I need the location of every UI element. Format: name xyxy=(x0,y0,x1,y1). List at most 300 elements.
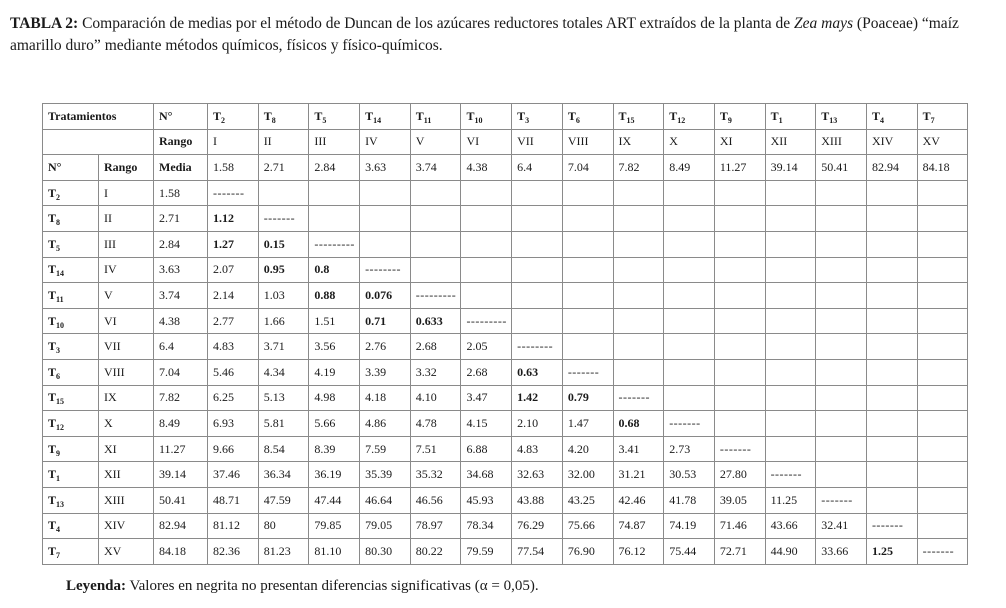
empty-cell xyxy=(360,231,411,257)
difference-cell: 4.98 xyxy=(309,385,360,411)
row-treatment xyxy=(43,206,99,232)
difference-cell: 41.78 xyxy=(664,487,715,513)
difference-cell: ------- xyxy=(866,513,917,539)
treatment-symbol: T xyxy=(48,339,57,354)
difference-cell: 0.71 xyxy=(360,308,411,334)
difference-cell: 46.64 xyxy=(360,487,411,513)
row-media: 8.49 xyxy=(154,411,208,437)
column-treatment xyxy=(562,104,613,130)
treatment-symbol: T xyxy=(669,108,678,123)
empty-cell xyxy=(917,487,968,513)
empty-cell xyxy=(461,257,512,283)
treatment-symbol: T xyxy=(719,108,728,123)
difference-cell: 4.20 xyxy=(562,436,613,462)
difference-cell: 0.68 xyxy=(613,411,664,437)
caption-species: Zea mays xyxy=(794,15,854,32)
empty-cell xyxy=(816,257,867,283)
difference-cell: 4.15 xyxy=(461,411,512,437)
empty-cell xyxy=(613,283,664,309)
header-row-rango xyxy=(43,129,968,155)
row-treatment xyxy=(43,180,99,206)
treatment-subscript: 13 xyxy=(829,115,838,125)
difference-cell: 6.25 xyxy=(208,385,259,411)
difference-cell: ------- xyxy=(816,487,867,513)
difference-cell: ------- xyxy=(258,206,309,232)
empty-cell xyxy=(866,180,917,206)
empty-cell xyxy=(360,180,411,206)
difference-cell: 42.46 xyxy=(613,487,664,513)
empty-cell xyxy=(664,359,715,385)
treatment-symbol: T xyxy=(618,108,627,123)
row-rango: II xyxy=(99,206,154,232)
difference-cell: 3.47 xyxy=(461,385,512,411)
empty-cell xyxy=(917,385,968,411)
empty-cell xyxy=(816,359,867,385)
empty-cell xyxy=(816,308,867,334)
empty-cell xyxy=(613,334,664,360)
column-treatment xyxy=(866,104,917,130)
header-blank xyxy=(43,129,154,155)
treatment-subscript: 1 xyxy=(778,115,783,125)
difference-cell: 4.10 xyxy=(410,385,461,411)
column-treatment xyxy=(664,104,715,130)
header-row-treatments xyxy=(43,104,968,130)
empty-cell xyxy=(765,206,816,232)
difference-cell: 7.51 xyxy=(410,436,461,462)
difference-cell: 1.42 xyxy=(512,385,563,411)
treatment-symbol: T xyxy=(821,108,830,123)
row-treatment xyxy=(43,283,99,309)
difference-cell: 1.66 xyxy=(258,308,309,334)
difference-cell: ------- xyxy=(917,539,968,565)
difference-cell: 37.46 xyxy=(208,462,259,488)
treatment-symbol: T xyxy=(922,108,931,123)
empty-cell xyxy=(714,283,765,309)
header-rango: Rango xyxy=(154,129,208,155)
column-media: 8.49 xyxy=(664,155,715,181)
column-rango: XI xyxy=(714,129,765,155)
empty-cell xyxy=(765,257,816,283)
empty-cell xyxy=(866,308,917,334)
difference-cell: 75.66 xyxy=(562,513,613,539)
difference-cell: 4.83 xyxy=(512,436,563,462)
difference-cell: 31.21 xyxy=(613,462,664,488)
empty-cell xyxy=(562,334,613,360)
treatment-symbol: T xyxy=(48,364,57,379)
column-treatment xyxy=(360,104,411,130)
row-treatment xyxy=(43,487,99,513)
difference-cell: 46.56 xyxy=(410,487,461,513)
empty-cell xyxy=(613,206,664,232)
difference-cell: 3.71 xyxy=(258,334,309,360)
empty-cell xyxy=(866,411,917,437)
header-no: N° xyxy=(154,104,208,130)
row-rango: VIII xyxy=(99,359,154,385)
column-rango: VIII xyxy=(562,129,613,155)
empty-cell xyxy=(765,283,816,309)
empty-cell xyxy=(461,206,512,232)
treatment-subscript: 5 xyxy=(322,115,327,125)
difference-cell: 76.12 xyxy=(613,539,664,565)
difference-cell: 4.18 xyxy=(360,385,411,411)
treatment-symbol: T xyxy=(770,108,779,123)
column-media: 7.82 xyxy=(613,155,664,181)
treatment-subscript: 4 xyxy=(879,115,884,125)
difference-cell: 75.44 xyxy=(664,539,715,565)
empty-cell xyxy=(410,180,461,206)
empty-cell xyxy=(512,257,563,283)
difference-cell: 11.25 xyxy=(765,487,816,513)
empty-cell xyxy=(917,411,968,437)
treatment-symbol: T xyxy=(415,108,424,123)
difference-cell: 80.30 xyxy=(360,539,411,565)
difference-cell: 76.90 xyxy=(562,539,613,565)
treatment-subscript: 10 xyxy=(474,115,483,125)
column-media: 3.63 xyxy=(360,155,411,181)
empty-cell xyxy=(613,308,664,334)
empty-cell xyxy=(714,308,765,334)
row-treatment xyxy=(43,257,99,283)
empty-cell xyxy=(917,462,968,488)
column-treatment xyxy=(410,104,461,130)
empty-cell xyxy=(917,513,968,539)
empty-cell xyxy=(866,334,917,360)
row-media: 82.94 xyxy=(154,513,208,539)
difference-cell: 71.46 xyxy=(714,513,765,539)
caption-label: TABLA 2: xyxy=(10,15,79,32)
treatment-subscript: 14 xyxy=(373,115,382,125)
header-rango-row: Rango xyxy=(99,155,154,181)
difference-cell: ------- xyxy=(208,180,259,206)
row-media: 11.27 xyxy=(154,436,208,462)
row-media: 7.82 xyxy=(154,385,208,411)
column-media: 4.38 xyxy=(461,155,512,181)
treatment-subscript: 4 xyxy=(56,525,61,535)
column-rango: X xyxy=(664,129,715,155)
row-rango: I xyxy=(99,180,154,206)
difference-cell: 82.36 xyxy=(208,539,259,565)
empty-cell xyxy=(917,436,968,462)
difference-cell: 43.66 xyxy=(765,513,816,539)
difference-cell: 81.12 xyxy=(208,513,259,539)
table-row xyxy=(43,462,968,488)
table-caption xyxy=(10,13,998,57)
empty-cell xyxy=(765,308,816,334)
row-rango: XIII xyxy=(99,487,154,513)
treatment-symbol: T xyxy=(48,467,57,482)
row-media: 2.71 xyxy=(154,206,208,232)
difference-cell: 0.076 xyxy=(360,283,411,309)
column-rango: VI xyxy=(461,129,512,155)
empty-cell xyxy=(866,283,917,309)
empty-cell xyxy=(866,231,917,257)
difference-cell: 2.05 xyxy=(461,334,512,360)
difference-cell: 48.71 xyxy=(208,487,259,513)
column-rango: XV xyxy=(917,129,968,155)
empty-cell xyxy=(664,206,715,232)
table-row xyxy=(43,257,968,283)
treatment-symbol: T xyxy=(213,108,222,123)
difference-cell: 2.77 xyxy=(208,308,259,334)
table-row xyxy=(43,283,968,309)
empty-cell xyxy=(816,231,867,257)
difference-cell: 79.05 xyxy=(360,513,411,539)
empty-cell xyxy=(765,231,816,257)
row-treatment xyxy=(43,436,99,462)
difference-cell: 4.86 xyxy=(360,411,411,437)
empty-cell xyxy=(816,334,867,360)
legend-text: Valores en negrita no presentan diferencias significativas (α = 0,05). xyxy=(126,578,539,594)
empty-cell xyxy=(562,206,613,232)
column-rango: III xyxy=(309,129,360,155)
table-row xyxy=(43,539,968,565)
column-rango: VII xyxy=(512,129,563,155)
table-row xyxy=(43,436,968,462)
difference-cell: 0.8 xyxy=(309,257,360,283)
difference-cell: 0.63 xyxy=(512,359,563,385)
table-row xyxy=(43,206,968,232)
empty-cell xyxy=(512,308,563,334)
difference-cell: 1.25 xyxy=(866,539,917,565)
treatment-symbol: T xyxy=(48,236,57,251)
treatment-subscript: 5 xyxy=(56,243,61,253)
empty-cell xyxy=(714,206,765,232)
empty-cell xyxy=(664,180,715,206)
legend-label: Leyenda: xyxy=(66,578,126,594)
empty-cell xyxy=(816,462,867,488)
empty-cell xyxy=(613,257,664,283)
difference-cell: 79.59 xyxy=(461,539,512,565)
difference-cell: 35.32 xyxy=(410,462,461,488)
treatment-subscript: 15 xyxy=(626,115,635,125)
row-rango: VI xyxy=(99,308,154,334)
treatment-subscript: 7 xyxy=(56,550,61,560)
header-media: Media xyxy=(154,155,208,181)
difference-cell: 3.41 xyxy=(613,436,664,462)
empty-cell xyxy=(917,206,968,232)
column-media: 1.58 xyxy=(208,155,259,181)
difference-cell: 5.13 xyxy=(258,385,309,411)
difference-cell: ------- xyxy=(562,359,613,385)
duncan-comparison-table xyxy=(42,103,968,565)
table-row xyxy=(43,385,968,411)
empty-cell xyxy=(816,436,867,462)
difference-cell: 77.54 xyxy=(512,539,563,565)
empty-cell xyxy=(765,334,816,360)
empty-cell xyxy=(917,180,968,206)
difference-cell: 4.78 xyxy=(410,411,461,437)
empty-cell xyxy=(461,231,512,257)
empty-cell xyxy=(816,206,867,232)
header-tratamientos: Tratamientos xyxy=(43,104,154,130)
legend xyxy=(66,578,539,595)
treatment-subscript: 13 xyxy=(56,499,65,509)
row-treatment xyxy=(43,385,99,411)
empty-cell xyxy=(866,487,917,513)
difference-cell: 2.68 xyxy=(410,334,461,360)
difference-cell: 80.22 xyxy=(410,539,461,565)
empty-cell xyxy=(410,231,461,257)
row-rango: XI xyxy=(99,436,154,462)
table-row xyxy=(43,180,968,206)
difference-cell: -------- xyxy=(512,334,563,360)
empty-cell xyxy=(562,283,613,309)
empty-cell xyxy=(714,359,765,385)
difference-cell: 2.73 xyxy=(664,436,715,462)
treatment-symbol: T xyxy=(466,108,475,123)
empty-cell xyxy=(664,283,715,309)
empty-cell xyxy=(613,180,664,206)
difference-cell: 1.03 xyxy=(258,283,309,309)
table-row xyxy=(43,487,968,513)
row-media: 3.74 xyxy=(154,283,208,309)
column-treatment xyxy=(816,104,867,130)
empty-cell xyxy=(816,283,867,309)
difference-cell: 30.53 xyxy=(664,462,715,488)
row-media: 4.38 xyxy=(154,308,208,334)
empty-cell xyxy=(562,257,613,283)
empty-cell xyxy=(410,206,461,232)
table-row xyxy=(43,334,968,360)
difference-cell: 8.39 xyxy=(309,436,360,462)
difference-cell: 5.46 xyxy=(208,359,259,385)
difference-cell: 4.83 xyxy=(208,334,259,360)
treatment-subscript: 11 xyxy=(56,294,64,304)
row-treatment xyxy=(43,462,99,488)
difference-cell: 81.10 xyxy=(309,539,360,565)
difference-cell: 3.56 xyxy=(309,334,360,360)
difference-cell: 81.23 xyxy=(258,539,309,565)
difference-cell: 44.90 xyxy=(765,539,816,565)
row-media: 6.4 xyxy=(154,334,208,360)
row-treatment xyxy=(43,539,99,565)
empty-cell xyxy=(360,206,411,232)
empty-cell xyxy=(512,180,563,206)
caption-text-continued: (Poaceae) “maíz amarillo duro” mediante métodos químicos, físicos y físico-químicos. xyxy=(10,15,959,54)
empty-cell xyxy=(461,180,512,206)
column-rango: IV xyxy=(360,129,411,155)
treatment-symbol: T xyxy=(48,492,57,507)
row-media: 39.14 xyxy=(154,462,208,488)
column-treatment xyxy=(765,104,816,130)
treatment-symbol: T xyxy=(48,441,57,456)
difference-cell: 74.87 xyxy=(613,513,664,539)
row-media: 1.58 xyxy=(154,180,208,206)
empty-cell xyxy=(765,411,816,437)
treatment-symbol: T xyxy=(871,108,880,123)
treatment-symbol: T xyxy=(48,415,57,430)
difference-cell: 2.76 xyxy=(360,334,411,360)
empty-cell xyxy=(664,385,715,411)
difference-cell: 0.15 xyxy=(258,231,309,257)
row-media: 84.18 xyxy=(154,539,208,565)
difference-cell: 78.97 xyxy=(410,513,461,539)
treatment-symbol: T xyxy=(48,518,57,533)
treatment-symbol: T xyxy=(48,211,57,226)
treatment-subscript: 8 xyxy=(271,115,276,125)
difference-cell: 33.66 xyxy=(816,539,867,565)
table-row xyxy=(43,513,968,539)
empty-cell xyxy=(714,385,765,411)
empty-cell xyxy=(461,283,512,309)
difference-cell: 2.68 xyxy=(461,359,512,385)
column-media: 6.4 xyxy=(512,155,563,181)
treatment-subscript: 2 xyxy=(56,192,61,202)
treatment-symbol: T xyxy=(48,262,57,277)
empty-cell xyxy=(866,359,917,385)
row-rango: IX xyxy=(99,385,154,411)
empty-cell xyxy=(866,462,917,488)
difference-cell: -------- xyxy=(360,257,411,283)
difference-cell: 0.95 xyxy=(258,257,309,283)
column-media: 84.18 xyxy=(917,155,968,181)
empty-cell xyxy=(664,308,715,334)
row-rango: IV xyxy=(99,257,154,283)
difference-cell: 1.51 xyxy=(309,308,360,334)
difference-cell: 5.66 xyxy=(309,411,360,437)
difference-cell: 39.05 xyxy=(714,487,765,513)
difference-cell: 1.47 xyxy=(562,411,613,437)
empty-cell xyxy=(512,206,563,232)
column-treatment xyxy=(613,104,664,130)
difference-cell: 0.79 xyxy=(562,385,613,411)
difference-cell: 32.63 xyxy=(512,462,563,488)
empty-cell xyxy=(562,231,613,257)
difference-cell: 47.59 xyxy=(258,487,309,513)
difference-cell: ------- xyxy=(765,462,816,488)
difference-cell: 47.44 xyxy=(309,487,360,513)
column-rango: V xyxy=(410,129,461,155)
empty-cell xyxy=(866,257,917,283)
difference-cell: 27.80 xyxy=(714,462,765,488)
difference-cell: 43.88 xyxy=(512,487,563,513)
treatment-subscript: 1 xyxy=(56,474,61,484)
difference-cell: 80 xyxy=(258,513,309,539)
treatment-subscript: 8 xyxy=(56,218,61,228)
column-rango: XIII xyxy=(816,129,867,155)
treatment-subscript: 10 xyxy=(56,320,65,330)
difference-cell: 6.88 xyxy=(461,436,512,462)
empty-cell xyxy=(613,359,664,385)
table-row xyxy=(43,308,968,334)
column-treatment xyxy=(461,104,512,130)
column-media: 7.04 xyxy=(562,155,613,181)
column-treatment xyxy=(208,104,259,130)
row-rango: XIV xyxy=(99,513,154,539)
difference-cell: 1.12 xyxy=(208,206,259,232)
row-treatment xyxy=(43,359,99,385)
difference-cell: 32.00 xyxy=(562,462,613,488)
empty-cell xyxy=(309,206,360,232)
treatment-subscript: 9 xyxy=(727,115,732,125)
treatment-subscript: 6 xyxy=(575,115,580,125)
treatment-symbol: T xyxy=(263,108,272,123)
empty-cell xyxy=(765,180,816,206)
treatment-subscript: 15 xyxy=(56,397,65,407)
row-media: 50.41 xyxy=(154,487,208,513)
row-media: 2.84 xyxy=(154,231,208,257)
difference-cell: 0.633 xyxy=(410,308,461,334)
table-body xyxy=(43,104,968,565)
difference-cell: ------- xyxy=(613,385,664,411)
treatment-subscript: 2 xyxy=(221,115,226,125)
row-rango: XV xyxy=(99,539,154,565)
difference-cell: --------- xyxy=(461,308,512,334)
column-media: 39.14 xyxy=(765,155,816,181)
empty-cell xyxy=(816,180,867,206)
empty-cell xyxy=(512,283,563,309)
empty-cell xyxy=(714,334,765,360)
